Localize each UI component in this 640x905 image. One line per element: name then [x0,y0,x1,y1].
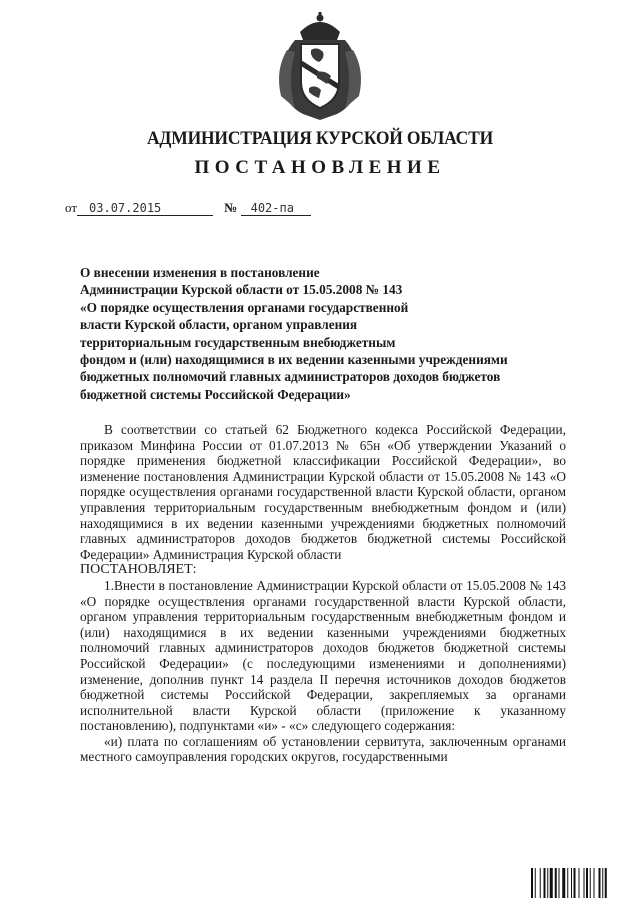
document-subject [80,264,580,403]
item-1-paragraph: 1.Внести в постановление Администрации Курской области от 15.05.2008 № 143 «О порядке осуществления органами государственной власти Курской области, органом управления территориальным государственным внебюджетным фондом и (или) находящимися в их ведении казенными учреждениями бюджетных полномочий главных администраторов доходов бюджетов бюджетной системы Российской Федерации» (с последующими изменениями и дополнениями) изменение, дополнив пункт 14 раздела II перечня источников доходов бюджетов бюджетной системы Российской Федерации, закрепляемых за органами исполнительной власти Курской области (приложение к указанному постановлению), подпунктами «и» - «с» следующего содержания: [80,577,566,734]
organization-title: АДМИНИСТРАЦИЯ КУРСКОЙ ОБЛАСТИ [146,128,493,149]
subject-line: «О порядке осуществления органами государственной [80,299,409,315]
subject-line: бюджетных полномочий главных администраторов доходов бюджетов [80,369,501,385]
subject-line: О внесении изменения в постановление [80,265,320,280]
subject-line: территориальным государственным внебюджетным [80,334,396,350]
subject-line: бюджетной системы Российской Федерации» [80,386,351,402]
subject-line: Администрации Курской области от 15.05.2008 № 143 [80,282,403,298]
subject-line: фондом и (или) находящимися в их ведении казенными учреждениями [80,352,508,368]
document-type-title: ПОСТАНОВЛЕНИЕ [194,157,446,178]
coat-of-arms-icon [265,10,375,122]
document-number: 402-па [241,201,311,216]
date-label: от [65,200,78,215]
document-body [80,422,566,765]
postanovlyaet-heading: ПОСТАНОВЛЯЕТ: [80,562,197,578]
number-label: № [224,200,238,215]
preamble-paragraph: В соответствии со статьей 62 Бюджетного кодекса Российской Федерации, приказом Минфина России от 01.07.2013 № 65н «Об утверждении Указаний о порядке применения бюджетной классификации Российской Федерации», во изменение постановления Администрации Курской области от 15.05.2008 № 143 «О порядке осуществления органами государственной власти Курской области, органом управления территориальным государственным внебюджетным фондом и (или) находящимися в их ведении казенными учреждениями бюджетных полномочий главных администраторов доходов бюджетов бюджетной системы Российской Федерации» Администрация Курской области [80,422,566,562]
item-i-paragraph: «и) плата по соглашениям об установлении сервитута, заключенным органами местного самоуправления городских округов, государственными [80,733,566,765]
date-number-line [65,200,311,216]
subject-line: власти Курской области, органом управления [80,317,358,333]
document-date: 03.07.2015 [77,201,213,216]
barcode-icon [531,868,631,898]
